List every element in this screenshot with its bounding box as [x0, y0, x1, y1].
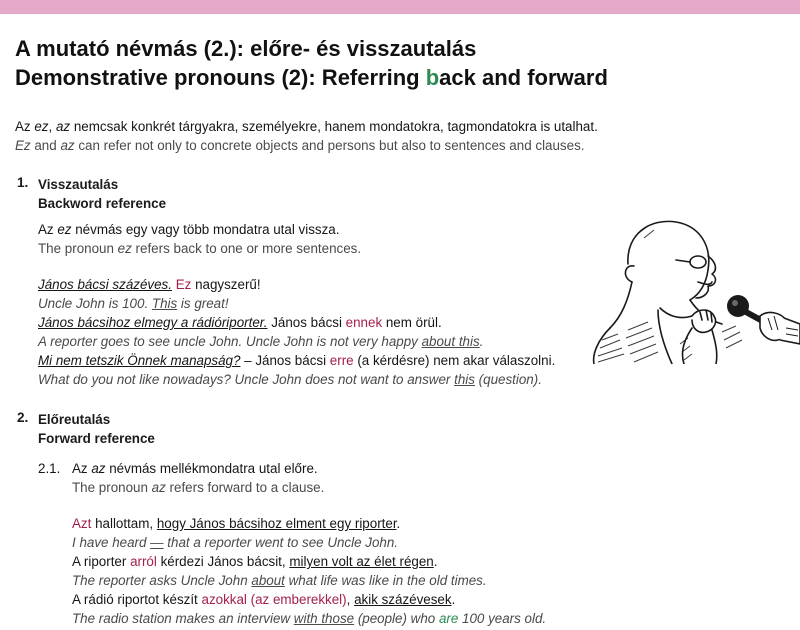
- text-segment: ez: [117, 241, 132, 256]
- section-1-description-english: [38, 239, 361, 258]
- text-segment: and: [30, 138, 61, 153]
- text-segment: .: [433, 554, 438, 569]
- text-segment: Ez: [175, 277, 192, 292]
- text-segment: This: [151, 296, 178, 311]
- text-segment: .: [479, 334, 484, 349]
- s1-example-2-en: [38, 332, 483, 351]
- text-segment: Uncle John is 100.: [38, 296, 152, 311]
- text-segment: az: [55, 119, 71, 134]
- text-segment: 100 years old.: [458, 611, 547, 626]
- text-segment: ,: [346, 592, 355, 607]
- text-segment: Azt: [72, 516, 92, 531]
- text-segment: I have heard: [72, 535, 151, 550]
- section-1-title-hungarian: Visszautalás: [38, 177, 119, 192]
- text-segment: ennek: [345, 315, 383, 330]
- text-segment: Mi nem tetszik Önnek manapság?: [38, 353, 241, 368]
- section-2-description-english: [72, 478, 324, 497]
- text-segment: azokkal (az emberekkel): [201, 592, 347, 607]
- s1-example-1-hu: [38, 275, 261, 294]
- section-2-title-english: Forward reference: [38, 431, 155, 446]
- text-segment: this: [454, 372, 475, 387]
- title-english-part-3: ack and forward: [439, 65, 608, 90]
- text-segment: —: [150, 535, 164, 550]
- text-segment: kérdezi János bácsit,: [156, 554, 290, 569]
- text-segment: The pronoun: [72, 480, 152, 495]
- text-segment: about: [251, 573, 285, 588]
- text-segment: The pronoun: [38, 241, 118, 256]
- section-2-title-hungarian: Előreutalás: [38, 412, 111, 427]
- text-segment: that a reporter went to see Uncle John.: [163, 535, 399, 550]
- text-segment: János bácsihoz elmegy a rádióriporter.: [38, 315, 268, 330]
- text-segment: arról: [130, 554, 157, 569]
- section-1-number: 1.: [17, 175, 29, 190]
- s1-example-1-en: [38, 294, 229, 313]
- intro-hungarian: [15, 117, 598, 136]
- text-segment: János bácsi százéves.: [38, 277, 172, 292]
- section-1-description-hungarian: [38, 220, 339, 239]
- text-segment: The reporter asks Uncle John: [72, 573, 252, 588]
- section-1-title-english: Backword reference: [38, 196, 167, 211]
- section-2-description-hungarian: [72, 459, 318, 478]
- s1-example-3-en: [38, 370, 542, 389]
- s1-example-2-hu: [38, 313, 442, 332]
- s2-example-1-hu: [72, 514, 400, 533]
- text-segment: hogy János bácsihoz elment egy riporter: [156, 516, 397, 531]
- text-segment: ,: [48, 119, 56, 134]
- text-segment: A reporter goes to see uncle John. Uncle John is not very happy: [38, 334, 422, 349]
- title-english: [15, 63, 608, 92]
- text-segment: .: [396, 516, 401, 531]
- text-segment: nemcsak konkrét tárgyakra, személyekre, hanem mondatokra, tagmondatokra is utalhat.: [70, 119, 598, 134]
- text-segment: nem örül.: [382, 315, 442, 330]
- intro-english: [15, 136, 585, 155]
- text-segment: ez: [57, 222, 72, 237]
- text-segment: az: [91, 461, 106, 476]
- title-english-part-2: b: [425, 65, 440, 90]
- section-2-number: 2.: [17, 410, 29, 425]
- s1-example-3-hu: [38, 351, 555, 370]
- s2-example-1-en: [72, 533, 398, 552]
- text-segment: are: [438, 611, 459, 626]
- text-segment: refers forward to a clause.: [165, 480, 325, 495]
- text-segment: ez: [34, 119, 49, 134]
- text-segment: .: [451, 592, 456, 607]
- text-segment: (question).: [474, 372, 542, 387]
- text-segment: névmás mellékmondatra utal előre.: [105, 461, 318, 476]
- text-segment: Ez: [15, 138, 31, 153]
- text-segment: with those: [293, 611, 355, 626]
- s2-example-2-en: [72, 571, 487, 590]
- title-hungarian: A mutató névmás (2.): előre- és visszautalás: [15, 36, 477, 61]
- text-segment: – János bácsi: [240, 353, 330, 368]
- text-segment: A rádió riportot készít: [72, 592, 202, 607]
- text-segment: milyen volt az élet régen: [289, 554, 434, 569]
- text-segment: refers back to one or more sentences.: [131, 241, 362, 256]
- text-segment: what life was like in the old times.: [284, 573, 487, 588]
- text-segment: az: [60, 138, 75, 153]
- subsection-2-1-number: 2.1.: [38, 461, 61, 476]
- text-segment: az: [151, 480, 166, 495]
- text-segment: hallottam,: [91, 516, 157, 531]
- page-title: [15, 34, 608, 92]
- text-segment: Az: [38, 222, 58, 237]
- text-segment: névmás egy vagy több mondatra utal vissza.: [71, 222, 340, 237]
- text-segment: about this: [421, 334, 480, 349]
- text-segment: János bácsi: [267, 315, 346, 330]
- text-segment: The radio station makes an interview: [72, 611, 294, 626]
- text-segment: Az: [72, 461, 92, 476]
- s2-example-3-hu: [72, 590, 455, 609]
- text-segment: A riporter: [72, 554, 131, 569]
- text-segment: nagyszerű!: [191, 277, 261, 292]
- text-segment: (people) who: [354, 611, 439, 626]
- text-segment: is great!: [177, 296, 229, 311]
- s2-example-3-en: [72, 609, 546, 628]
- text-segment: Az: [15, 119, 35, 134]
- text-segment: erre: [329, 353, 354, 368]
- text-segment: (a kérdésre) nem akar válaszolni.: [353, 353, 556, 368]
- old-man-with-microphone-cartoon: [588, 212, 800, 364]
- title-english-part-1: Demonstrative pronouns (2): Referring: [15, 65, 426, 90]
- text-segment: akik százévesek: [354, 592, 452, 607]
- text-segment: can refer not only to concrete objects and persons but also to sentences and clauses.: [74, 138, 585, 153]
- text-segment: What do you not like nowadays? Uncle John does not want to answer: [38, 372, 455, 387]
- s2-example-2-hu: [72, 552, 437, 571]
